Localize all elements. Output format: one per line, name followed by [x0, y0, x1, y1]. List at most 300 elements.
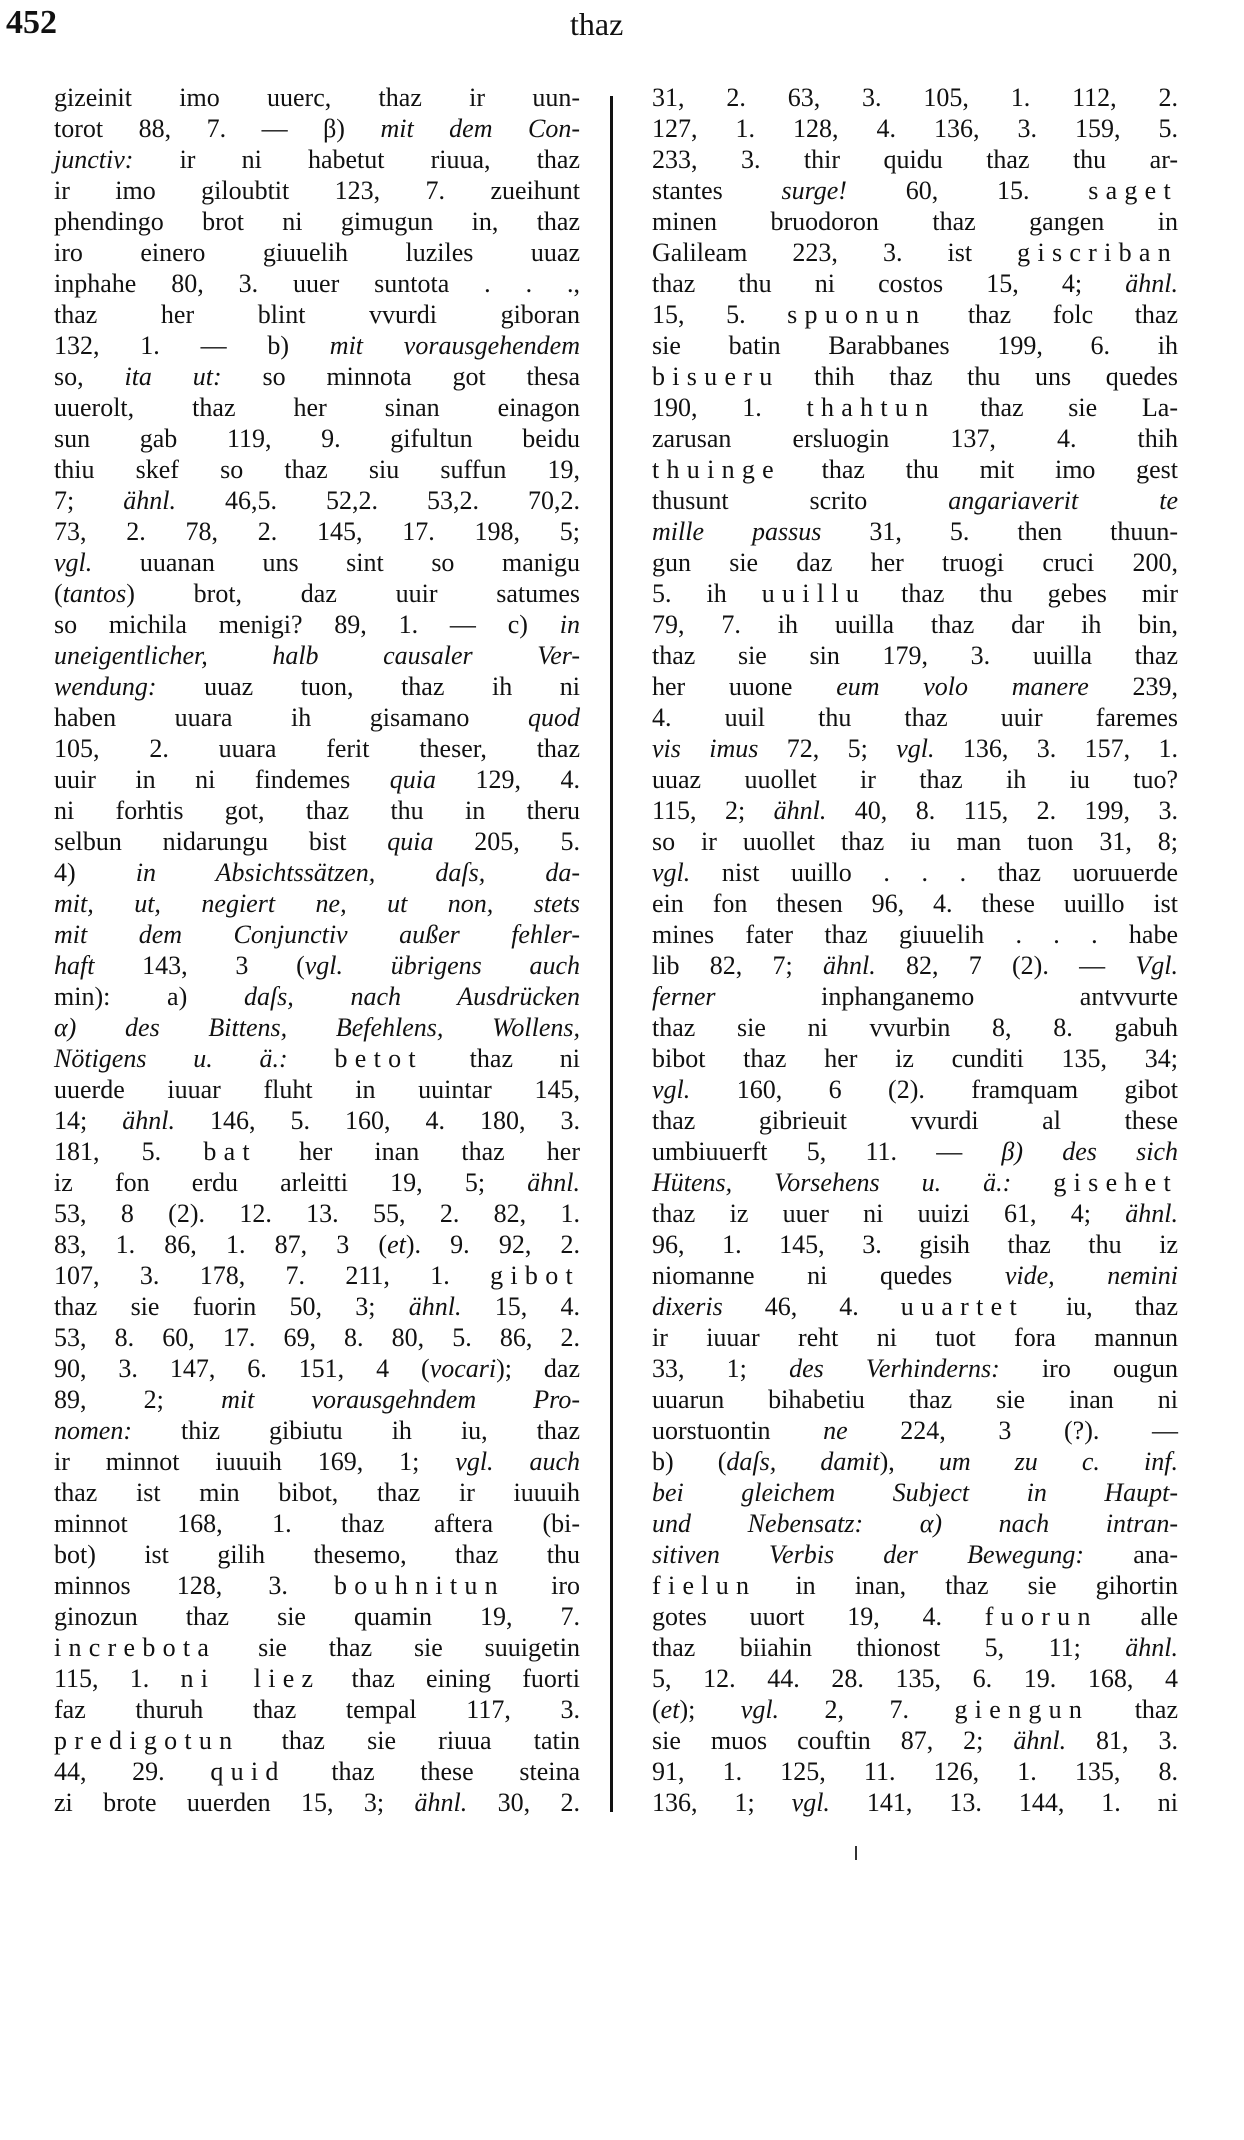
text-run: 205, 5.: [433, 827, 581, 856]
text-line: [54, 330, 580, 361]
italic-run: vgl.: [54, 548, 93, 577]
spaced-run: ni liez: [180, 1664, 321, 1693]
italic-run: daſs, nach Ausdrücken: [243, 982, 580, 1011]
italic-run: α) des Bittens, Befehlens, Wollens,: [54, 1013, 580, 1042]
text-line: [652, 361, 1178, 392]
spaced-run: spuonun: [787, 300, 927, 329]
spaced-run: bisueru: [652, 362, 780, 391]
text-line: [652, 1725, 1178, 1756]
text-run: her inan thaz her: [256, 1137, 581, 1166]
text-run: uuarun bihabetiu thaz sie inan ni: [652, 1385, 1178, 1414]
text-run: thaz sie sin 179, 3. uuilla thaz: [652, 641, 1178, 670]
text-line: [54, 671, 580, 702]
text-line: [54, 1446, 580, 1477]
text-line: [652, 640, 1178, 671]
text-line: [652, 795, 1178, 826]
text-line: [54, 1043, 580, 1074]
text-line: [652, 1539, 1178, 1570]
text-run: 96, 1. 145, 3. gisih thaz thu iz: [652, 1230, 1178, 1259]
text-run: 53, 8 (2). 12. 13. 55, 2. 82, 1.: [54, 1199, 580, 1228]
text-line: [54, 1539, 580, 1570]
italic-run: ähnl.: [773, 796, 827, 825]
text-run: uuaz tuon, thaz ih ni: [156, 672, 580, 701]
text-line: [652, 516, 1178, 547]
italic-run: vgl. auch: [455, 1447, 580, 1476]
text-line: [652, 392, 1178, 423]
text-run: 127, 1. 128, 4. 136, 3. 159, 5.: [652, 114, 1178, 143]
text-line: [54, 1229, 580, 1260]
text-line: [652, 671, 1178, 702]
italic-run: ähnl.: [414, 1788, 468, 1817]
text-run: thaz ist min bibot, thaz ir iuuuih: [54, 1478, 580, 1507]
text-line: [54, 113, 580, 144]
text-run: thaz these steina: [285, 1757, 580, 1786]
spaced-run: bat: [203, 1137, 257, 1166]
italic-run: vgl.: [652, 858, 691, 887]
text-run: 115, 2;: [652, 796, 774, 825]
text-line: [54, 299, 580, 330]
italic-run: eum volo manere: [836, 672, 1089, 701]
italic-run: β) des sich: [1001, 1137, 1178, 1166]
italic-run: sitiven Verbis der Bewegung:: [652, 1540, 1085, 1569]
text-run: [288, 1044, 335, 1073]
text-run: 79, 7. ih uuilla thaz dar ih bin,: [652, 610, 1178, 639]
text-run: thusunt scrito: [652, 486, 949, 515]
italic-run: quia: [387, 827, 434, 856]
text-line: [54, 485, 580, 516]
text-run: 72, 5;: [758, 734, 897, 763]
italic-run: mit vorausgehndem Pro-: [221, 1385, 580, 1414]
text-run: uuerde iuuar fluht in uuintar 145,: [54, 1075, 580, 1104]
text-run: gizeinit imo uuerc, thaz ir uun-: [54, 83, 580, 112]
text-line: [652, 82, 1178, 113]
spaced-run: predigotun: [54, 1726, 240, 1755]
text-line: [54, 175, 580, 206]
text-run: uuaz uuollet ir thaz ih iu tuo?: [652, 765, 1178, 794]
spaced-run: saget: [1088, 176, 1179, 205]
text-run: thaz sie fuorin 50, 3;: [54, 1292, 409, 1321]
text-line: [54, 392, 580, 423]
italic-run: vocari: [429, 1354, 497, 1383]
text-line: [652, 609, 1178, 640]
italic-run: in Absichtssätzen, daſs, da-: [135, 858, 580, 887]
italic-run: haft: [54, 951, 95, 980]
italic-run: in: [559, 610, 580, 639]
text-run: thaz gibrieuit vvurdi al these: [652, 1106, 1178, 1135]
text-line: [54, 237, 580, 268]
text-line: [54, 1260, 580, 1291]
text-line: [652, 237, 1178, 268]
text-run: sie thaz sie suuigetin: [216, 1633, 580, 1662]
left-column: [54, 82, 580, 1818]
text-line: [652, 206, 1178, 237]
text-line: [54, 423, 580, 454]
text-line: [652, 1756, 1178, 1787]
text-run: 190, 1.: [652, 393, 807, 422]
italic-run: dixeris: [652, 1292, 723, 1321]
text-run: uuanan uns sint so manigu: [92, 548, 580, 577]
text-run: so michila menigi? 89, 1. — c): [54, 610, 560, 639]
text-run: iro einero giuuelih luziles uuaz: [54, 238, 580, 267]
italic-run: ähnl.: [527, 1168, 580, 1197]
text-run: thaz ni: [422, 1044, 581, 1073]
text-run: [1011, 1168, 1053, 1197]
text-line: [652, 1384, 1178, 1415]
text-run: gotes uuort 19, 4.: [652, 1602, 985, 1631]
italic-run: uneigentlicher, halb causaler Ver-: [54, 641, 580, 670]
text-run: gun sie daz her truogi cruci 200,: [652, 548, 1178, 577]
spaced-run: fuorun: [984, 1602, 1098, 1631]
spaced-run: bouhnitun: [334, 1571, 505, 1600]
text-line: [54, 919, 580, 950]
italic-run: und Nebensatz: α) nach intran-: [652, 1509, 1178, 1538]
text-line: [652, 485, 1178, 516]
text-line: [54, 981, 580, 1012]
text-run: 181, 5.: [54, 1137, 204, 1166]
text-run: ). 9. 92, 2.: [405, 1230, 580, 1259]
text-line: [54, 1198, 580, 1229]
text-run: 46, 4.: [722, 1292, 901, 1321]
spaced-run: thuinge: [652, 455, 781, 484]
text-run: 146, 5. 160, 4. 180, 3.: [174, 1106, 580, 1135]
text-run: 31, 5. then thuun-: [821, 517, 1178, 546]
text-line: [652, 1260, 1178, 1291]
text-line: [652, 1074, 1178, 1105]
italic-run: vgl.: [791, 1788, 830, 1817]
italic-run: ita ut:: [124, 362, 222, 391]
italic-run: mit dem Conjunctiv außer fehler-: [54, 920, 580, 949]
italic-run: vis imus: [652, 734, 759, 763]
text-run: b) (: [652, 1447, 727, 1476]
text-run: iro: [504, 1571, 580, 1600]
spaced-run: gibot: [490, 1261, 580, 1290]
text-line: [652, 113, 1178, 144]
text-line: [652, 1322, 1178, 1353]
text-line: [652, 1477, 1178, 1508]
text-run: min): a): [54, 982, 244, 1011]
text-run: 73, 2. 78, 2. 145, 17. 198, 5;: [54, 517, 580, 546]
italic-run: et: [387, 1230, 406, 1259]
text-run: sun gab 119, 9. gifultun beidu: [54, 424, 580, 453]
text-run: Galileam 223, 3. ist: [652, 238, 1018, 267]
text-run: uuerolt, thaz her sinan einagon: [54, 393, 580, 422]
text-run: 115, 1.: [54, 1664, 181, 1693]
text-run: 30, 2.: [467, 1788, 580, 1817]
text-run: 15, 4.: [461, 1292, 581, 1321]
text-line: [54, 1384, 580, 1415]
spaced-run: quid: [210, 1757, 286, 1786]
text-line: [652, 1012, 1178, 1043]
text-line: [54, 1477, 580, 1508]
text-run: );: [679, 1695, 741, 1724]
text-line: [54, 1167, 580, 1198]
text-run: uuir in ni findemes: [54, 765, 390, 794]
text-run: torot 88, 7. — β): [54, 114, 381, 143]
text-run: thaz sie riuua tatin: [239, 1726, 580, 1755]
text-line: [652, 919, 1178, 950]
text-run: selbun nidarungu bist: [54, 827, 388, 856]
page-number: 452: [6, 4, 57, 41]
text-line: [54, 1074, 580, 1105]
italic-run: ähnl.: [123, 486, 176, 515]
text-run: so,: [54, 362, 125, 391]
text-line: [652, 1601, 1178, 1632]
text-line: [652, 454, 1178, 485]
text-run: nist uuillo . . . thaz uoruuerde: [690, 858, 1178, 887]
text-run: ); daz: [496, 1354, 580, 1383]
text-line: [54, 1012, 580, 1043]
text-run: phendingo brot ni gimugun in, thaz: [54, 207, 580, 236]
text-run: stantes: [652, 176, 782, 205]
text-line: [54, 1353, 580, 1384]
text-run: 91, 1. 125, 11. 126, 1. 135, 8.: [652, 1757, 1178, 1786]
text-run: (: [54, 579, 63, 608]
text-line: [54, 702, 580, 733]
text-line: [54, 268, 580, 299]
text-run: 136, 1;: [652, 1788, 792, 1817]
italic-run: bei gleichem Subject in Haupt-: [652, 1478, 1178, 1507]
text-line: [652, 1353, 1178, 1384]
text-line: [652, 981, 1178, 1012]
text-run: thaz eining fuorti: [320, 1664, 580, 1693]
text-line: [652, 330, 1178, 361]
text-line: [54, 888, 580, 919]
text-line: [652, 144, 1178, 175]
text-run: 233, 3. thir quidu thaz thu ar-: [652, 145, 1178, 174]
text-line: [54, 547, 580, 578]
text-line: [54, 1756, 580, 1787]
text-line: [652, 702, 1178, 733]
text-line: [54, 454, 580, 485]
text-run: 46,5. 52,2. 53,2. 70,2.: [175, 486, 580, 515]
text-run: sie batin Barabbanes 199, 6. ih: [652, 331, 1178, 360]
text-line: [54, 640, 580, 671]
italic-run: nomen:: [54, 1416, 132, 1445]
text-line: [54, 1508, 580, 1539]
text-run: alle: [1097, 1602, 1179, 1631]
text-run: 141, 13. 144, 1. ni: [829, 1788, 1178, 1817]
italic-run: ähnl.: [822, 951, 876, 980]
text-line: [54, 144, 580, 175]
text-run: ) brot, daz uuir satumes: [126, 579, 580, 608]
text-run: 5, 12. 44. 28. 135, 6. 19. 168, 4: [652, 1664, 1178, 1693]
text-run: 160, 6 (2). framquam gibot: [690, 1075, 1178, 1104]
text-run: lib 82, 7;: [652, 951, 823, 980]
text-run: so minnota got thesa: [221, 362, 580, 391]
text-run: 31, 2. 63, 3. 105, 1. 112, 2.: [652, 83, 1178, 112]
text-run: 105, 2. uuara ferit theser, thaz: [54, 734, 580, 763]
text-line: [652, 826, 1178, 857]
text-run: 107, 3. 178, 7. 211, 1.: [54, 1261, 491, 1290]
text-line: [54, 516, 580, 547]
print-mark: [855, 1846, 857, 1860]
text-line: [652, 1105, 1178, 1136]
text-line: [54, 795, 580, 826]
spaced-run: increbota: [54, 1633, 217, 1662]
text-run: 90, 3. 147, 6. 151, 4 (: [54, 1354, 430, 1383]
italic-run: ähnl.: [1125, 269, 1178, 298]
text-run: 132, 1. — b): [54, 331, 330, 360]
italic-run: surge!: [781, 176, 847, 205]
text-run: ),: [879, 1447, 939, 1476]
text-line: [652, 1415, 1178, 1446]
text-line: [54, 1570, 580, 1601]
text-run: 81, 3.: [1066, 1726, 1178, 1755]
italic-run: ähnl.: [1125, 1633, 1178, 1662]
text-line: [54, 1787, 580, 1818]
text-line: [54, 206, 580, 237]
spaced-run: uuartet: [900, 1292, 1024, 1321]
text-line: [652, 764, 1178, 795]
text-run: sie muos couftin 87, 2;: [652, 1726, 1014, 1755]
text-run: 60, 15.: [846, 176, 1089, 205]
italic-run: vgl.: [652, 1075, 691, 1104]
text-run: in inan, thaz sie gihortin: [756, 1571, 1178, 1600]
text-run: iro ougun: [999, 1354, 1178, 1383]
text-run: bibot thaz her iz cunditi 135, 34;: [652, 1044, 1178, 1073]
text-run: ir iuuar reht ni tuot fora mannun: [652, 1323, 1178, 1352]
italic-run: ähnl.: [1013, 1726, 1067, 1755]
text-run: thaz thu gebes mir: [866, 579, 1178, 608]
italic-run: quod: [528, 703, 580, 732]
text-line: [54, 1105, 580, 1136]
text-line: [54, 578, 580, 609]
italic-run: daſs, damit: [726, 1447, 880, 1476]
text-run: thiz gibiutu ih iu, thaz: [131, 1416, 580, 1445]
text-run: thiu skef so thaz siu suffun 19,: [54, 455, 580, 484]
text-run: 239,: [1088, 672, 1178, 701]
text-run: 40, 8. 115, 2. 199, 3.: [826, 796, 1178, 825]
text-line: [54, 764, 580, 795]
spaced-run: betot: [334, 1044, 423, 1073]
text-line: [652, 1787, 1178, 1818]
text-line: [54, 950, 580, 981]
text-run: zarusan ersluogin 137, 4. thih: [652, 424, 1178, 453]
spaced-run: fielun: [652, 1571, 757, 1600]
italic-run: ähnl.: [1125, 1199, 1178, 1228]
italic-run: Nötigens u. ä.:: [54, 1044, 288, 1073]
italic-run: Vgl.: [1135, 951, 1178, 980]
spaced-run: uuillu: [761, 579, 867, 608]
text-line: [652, 423, 1178, 454]
text-run: so ir uuollet thaz iu man tuon 31, 8;: [652, 827, 1178, 856]
italic-run: et: [660, 1695, 680, 1724]
text-run: thaz sie La-: [935, 393, 1179, 422]
text-line: [54, 1663, 580, 1694]
text-line: [652, 1663, 1178, 1694]
italic-run: mit vorausgehendem: [329, 331, 580, 360]
text-line: [652, 1632, 1178, 1663]
text-run: (: [652, 1695, 661, 1724]
text-run: ana-: [1084, 1540, 1178, 1569]
text-run: 53, 8. 60, 17. 69, 8. 80, 5. 86, 2.: [54, 1323, 580, 1352]
italic-run: quia: [389, 765, 436, 794]
text-run: iu, thaz: [1023, 1292, 1178, 1321]
text-run: 83, 1. 86, 1. 87, 3 (: [54, 1230, 388, 1259]
text-line: [652, 1508, 1178, 1539]
text-run: inphahe 80, 3. uuer suntota . . .,: [54, 269, 580, 298]
text-line: [652, 299, 1178, 330]
italic-run: um zu c. inf.: [938, 1447, 1178, 1476]
text-run: haben uuara ih gisamano: [54, 703, 528, 732]
text-line: [652, 1694, 1178, 1725]
spaced-run: giscriban: [1017, 238, 1178, 267]
text-line: [54, 1694, 580, 1725]
italic-run: Hütens, Vorsehens u. ä.:: [652, 1168, 1012, 1197]
text-line: [652, 1446, 1178, 1477]
text-line: [652, 1136, 1178, 1167]
running-head: thaz: [570, 6, 624, 42]
text-run: 44, 29.: [54, 1757, 211, 1786]
italic-run: vide, nemini: [1004, 1261, 1178, 1290]
text-line: [652, 733, 1178, 764]
text-run: 5. ih: [652, 579, 762, 608]
text-run: thaz iz uuer ni uuizi 61, 4;: [652, 1199, 1126, 1228]
text-run: 7;: [54, 486, 124, 515]
text-line: [652, 1229, 1178, 1260]
text-run: ir ni habetut riuua, thaz: [133, 145, 580, 174]
text-run: 4): [54, 858, 136, 887]
text-run: 136, 3. 157, 1.: [934, 734, 1178, 763]
text-run: thaz thu mit imo gest: [780, 455, 1178, 484]
italic-run: mit, ut, negiert ne, ut non, stets: [54, 889, 580, 918]
italic-run: mille passus: [652, 517, 822, 546]
text-line: [652, 1167, 1178, 1198]
text-run: thaz her blint vvurdi giboran: [54, 300, 580, 329]
italic-run: des Verhinderns:: [789, 1354, 1000, 1383]
right-column: [652, 82, 1178, 1818]
spaced-run: giengun: [954, 1695, 1090, 1724]
text-run: minen bruodoron thaz gangen in: [652, 207, 1178, 236]
text-line: [54, 1632, 580, 1663]
italic-run: vgl.: [896, 734, 935, 763]
text-run: 82, 7 (2). —: [875, 951, 1136, 980]
column-divider: [610, 96, 613, 1812]
text-line: [652, 950, 1178, 981]
text-run: inphanganemo antvvurte: [715, 982, 1178, 1011]
italic-run: ähnl.: [122, 1106, 175, 1135]
text-run: 4. uuil thu thaz uuir faremes: [652, 703, 1178, 732]
italic-run: mit dem Con-: [380, 114, 580, 143]
text-run: ein fon thesen 96, 4. these uuillo ist: [652, 889, 1178, 918]
text-run: faz thuruh thaz tempal 117, 3.: [54, 1695, 580, 1724]
text-run: 143, 3 (: [94, 951, 305, 980]
text-line: [54, 609, 580, 640]
text-line: [54, 1725, 580, 1756]
text-run: minnos 128, 3.: [54, 1571, 334, 1600]
text-run: minnot 168, 1. thaz aftera (bi-: [54, 1509, 580, 1538]
text-run: zi brote uuerden 15, 3;: [54, 1788, 415, 1817]
text-run: 14;: [54, 1106, 123, 1135]
italic-run: tantos: [62, 579, 127, 608]
text-line: [54, 857, 580, 888]
spaced-run: gisehet: [1053, 1168, 1178, 1197]
text-run: ir imo giloubtit 123, 7. zueihunt: [54, 176, 580, 205]
text-run: umbiuuerft 5, 11. —: [652, 1137, 1002, 1166]
text-line: [652, 1198, 1178, 1229]
text-run: 33, 1;: [652, 1354, 790, 1383]
text-run: bot) ist gilih thesemo, thaz thu: [54, 1540, 580, 1569]
text-run: thaz sie ni vvurbin 8, 8. gabuh: [652, 1013, 1178, 1042]
italic-run: wendung:: [54, 672, 157, 701]
italic-run: ferner: [652, 982, 716, 1011]
text-run: 15, 5.: [652, 300, 788, 329]
text-run: 129, 4.: [435, 765, 580, 794]
text-run: 89, 2;: [54, 1385, 222, 1414]
text-line: [54, 1601, 580, 1632]
text-run: thaz: [1089, 1695, 1178, 1724]
italic-run: junctiv:: [54, 145, 134, 174]
